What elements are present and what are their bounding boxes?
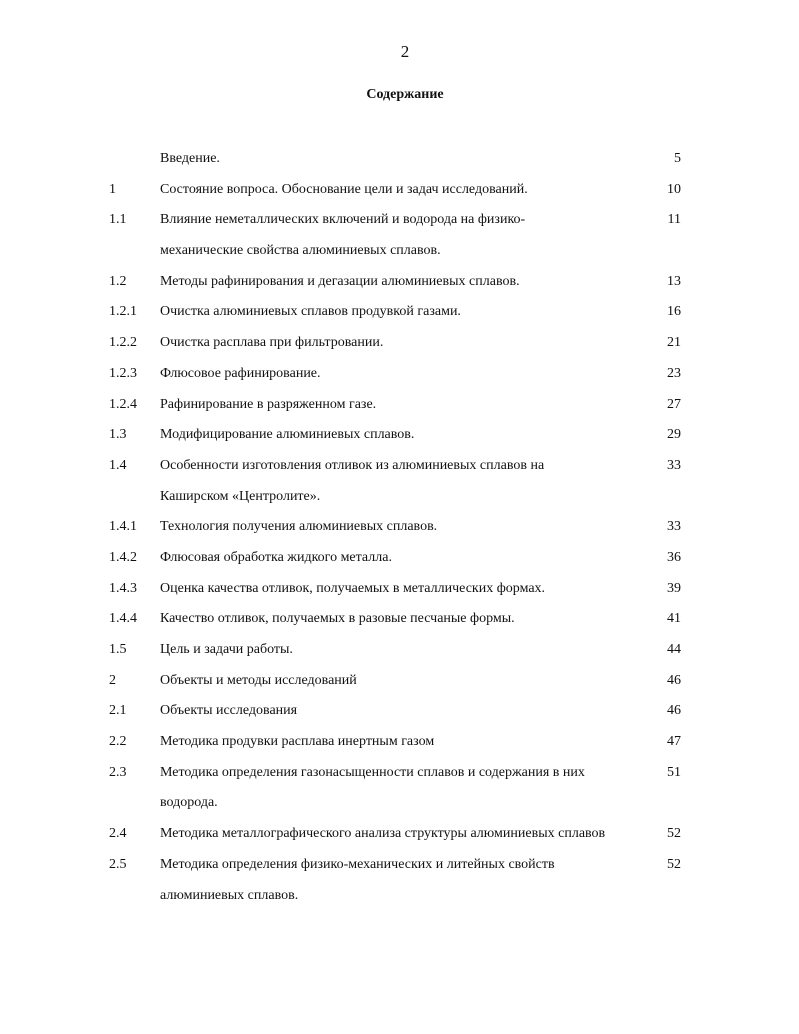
page-number: 2	[400, 42, 410, 61]
toc-entry-page: 46	[667, 703, 681, 719]
toc-entry-number: 1.2.3	[109, 365, 137, 381]
toc-entry-title-continuation: механические свойства алюминиевых сплавов.	[160, 243, 441, 259]
toc-entry-number: 1.2.1	[109, 304, 137, 320]
toc-entry-page: 27	[667, 396, 681, 412]
toc-entry-title: Состояние вопроса. Обоснование цели и задач исследований.	[160, 181, 528, 197]
toc-entry-page: 47	[667, 734, 681, 750]
toc-entry-page: 52	[667, 826, 681, 842]
toc-entry-title: Объекты исследования	[160, 703, 298, 719]
toc-entry-number: 1	[109, 181, 116, 197]
toc-entry-continuation-line	[0, 881, 799, 912]
toc-entry-title: Методы рафинирования и дегазации алюминиевых сплавов.	[160, 273, 520, 289]
table-of-contents	[0, 144, 799, 911]
toc-entry-continuation-line	[0, 236, 799, 267]
toc-entry	[0, 850, 799, 881]
toc-entry-page: 52	[667, 856, 681, 872]
toc-entry-number: 1.5	[109, 642, 127, 657]
toc-entry-page: 39	[667, 580, 681, 596]
toc-entry-title: Введение.	[160, 151, 220, 166]
toc-entry	[0, 420, 799, 451]
toc-entry	[0, 144, 799, 175]
toc-entry-page: 36	[667, 549, 681, 565]
toc-entry-title: Методика определения физико-механических и литейных свойств	[160, 856, 555, 872]
toc-entry	[0, 267, 799, 298]
toc-entry-page: 23	[667, 365, 681, 381]
toc-entry	[0, 451, 799, 482]
toc-entry-page: 11	[667, 212, 681, 228]
toc-entry-title: Особенности изготовления отливок из алюминиевых сплавов на	[160, 457, 545, 473]
toc-entry	[0, 297, 799, 328]
toc-entry	[0, 359, 799, 390]
toc-entry-number: 2.5	[109, 856, 127, 872]
toc-entry-title-continuation: водорода.	[160, 795, 218, 811]
toc-entry	[0, 666, 799, 697]
toc-entry-title: Методика продувки расплава инертным газом	[160, 734, 435, 750]
toc-entry-page: 16	[667, 304, 681, 320]
toc-entry-title: Методика определения газонасыщенности сплавов и содержания в них	[160, 764, 585, 780]
toc-entry-continuation-line	[0, 788, 799, 819]
toc-entry-title: Объекты и методы исследований	[160, 672, 357, 688]
toc-entry-number: 2.1	[109, 703, 127, 719]
toc-entry-page: 21	[667, 335, 681, 351]
toc-entry-page: 51	[667, 764, 681, 780]
toc-entry-number: 1.1	[109, 212, 127, 228]
toc-entry-page: 29	[667, 427, 681, 443]
toc-entry	[0, 727, 799, 758]
toc-entry	[0, 512, 799, 543]
toc-entry-title: Методика металлографического анализа структуры алюминиевых сплавов	[160, 826, 606, 842]
toc-entry	[0, 635, 799, 666]
toc-entry-title: Очистка расплава при фильтровании.	[160, 335, 384, 351]
toc-entry-page: 41	[667, 611, 681, 627]
toc-entry-number: 2.3	[109, 764, 127, 780]
toc-entry-continuation-line	[0, 482, 799, 513]
toc-entry-number: 1.2.2	[109, 335, 137, 351]
toc-entry	[0, 328, 799, 359]
toc-entry-number: 2.2	[109, 734, 127, 750]
toc-entry-title: Влияние неметаллических включений и водорода на физико-	[160, 212, 526, 228]
toc-entry	[0, 574, 799, 605]
toc-entry-page: 46	[667, 672, 681, 688]
toc-entry	[0, 819, 799, 850]
toc-entry-title: Модифицирование алюминиевых сплавов.	[160, 427, 415, 443]
toc-entry-number: 1.4.2	[109, 549, 137, 565]
toc-entry-page: 13	[667, 273, 681, 289]
toc-entry-page: 33	[667, 457, 681, 473]
toc-entry-title: Рафинирование в разряженном газе.	[160, 396, 377, 412]
toc-entry-title: Очистка алюминиевых сплавов продувкой газами.	[160, 304, 461, 320]
toc-entry-page: 10	[667, 181, 681, 197]
toc-entry-number: 2	[109, 672, 116, 688]
toc-entry-title-continuation: Каширском «Центролите».	[160, 488, 321, 504]
toc-entry-page: 5	[674, 151, 681, 166]
toc-entry-title: Флюсовое рафинирование.	[160, 365, 321, 381]
toc-entry-title: Технология получения алюминиевых сплавов.	[160, 519, 438, 535]
toc-entry	[0, 758, 799, 789]
toc-entry-page: 33	[667, 519, 681, 535]
toc-entry-title: Цель и задачи работы.	[160, 642, 293, 657]
toc-entry-number: 2.4	[109, 826, 127, 842]
toc-entry-number: 1.4.3	[109, 580, 137, 596]
toc-entry	[0, 604, 799, 635]
toc-entry-number: 1.3	[109, 427, 127, 443]
toc-entry-title-continuation: алюминиевых сплавов.	[160, 887, 299, 903]
toc-entry	[0, 543, 799, 574]
toc-entry-number: 1.4	[109, 457, 127, 473]
toc-entry-number: 1.2.4	[109, 396, 137, 412]
toc-entry-page: 44	[667, 642, 681, 657]
toc-entry	[0, 205, 799, 236]
toc-entry	[0, 390, 799, 421]
toc-entry-title: Оценка качества отливок, получаемых в металлических формах.	[160, 580, 546, 596]
toc-entry-number: 1.2	[109, 273, 127, 289]
toc-entry-title: Флюсовая обработка жидкого металла.	[160, 549, 392, 565]
toc-entry	[0, 696, 799, 727]
toc-entry-number: 1.4.1	[109, 519, 137, 535]
toc-entry-title: Качество отливок, получаемых в разовые песчаные формы.	[160, 611, 515, 627]
page-title: Содержание	[366, 87, 444, 102]
toc-entry-number: 1.4.4	[109, 611, 137, 627]
toc-entry	[0, 175, 799, 206]
